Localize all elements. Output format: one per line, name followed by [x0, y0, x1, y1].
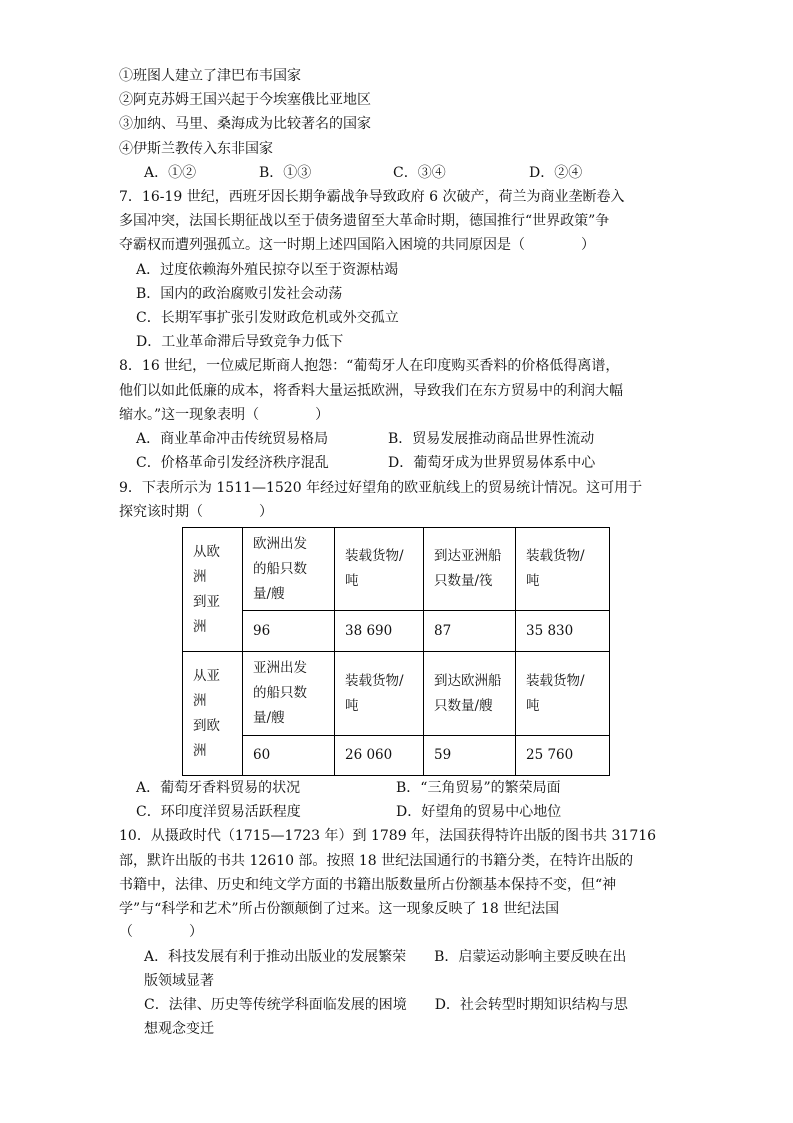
q8-stem-line-3: 缩水。”这一现象表明（ ）: [119, 407, 330, 423]
table-header-cell: 装载货物/ 吨: [335, 528, 424, 611]
q10-options-line-1[interactable]: A．科技发展有利于推动出版业的发展繁荣 B．启蒙运动影响主要反映在出: [144, 949, 627, 965]
table-row: [183, 736, 610, 776]
q6-option-c[interactable]: C．③④: [393, 165, 446, 181]
q9-option-a[interactable]: A．葡萄牙香料贸易的状况: [136, 780, 301, 796]
q10-options-line-2[interactable]: 版领域显著: [144, 973, 214, 989]
trade-statistics-table: [182, 527, 610, 776]
table-cell: 25 760: [516, 736, 610, 776]
q9-stem-line-1: 9．下表所示为 1511—1520 年经过好望角的欧亚航线上的贸易统计情况。这可用于: [119, 480, 643, 496]
q9-option-b[interactable]: B．“三角贸易”的繁荣局面: [396, 780, 561, 796]
q8-option-c[interactable]: C．价格革命引发经济秩序混乱: [136, 455, 329, 471]
q7-stem-line-2: 多国冲突，法国长期征战以至于债务遗留至大革命时期，德国推行“世界政策”争: [119, 213, 610, 229]
q10-stem-line-2: 部，默许出版的书共 12610 部。按照 18 世纪法国通行的书籍分类，在特许出版的: [119, 853, 634, 869]
group-label-asia-to-europe: 从亚洲 到欧洲: [183, 652, 243, 776]
q6-options: [144, 163, 582, 183]
table-header-cell: 亚洲出发 的船只数 量/艘: [243, 652, 335, 736]
table-header-cell: 装载货物/ 吨: [516, 652, 610, 736]
q8-option-a[interactable]: A．商业革命冲击传统贸易格局: [136, 431, 329, 447]
q7-option-a[interactable]: A．过度依赖海外殖民掠夺以至于资源枯竭: [136, 262, 399, 278]
q6-item-4: ④伊斯兰教传入东非国家: [119, 141, 273, 157]
table-header-cell: 到达亚洲船 只数量/筏: [424, 528, 516, 611]
q10-stem-line-5: （ ）: [119, 924, 203, 940]
q7-option-b[interactable]: B．国内的政治腐败引发社会动荡: [136, 286, 343, 302]
q9-stem-line-2: 探究该时期（ ）: [119, 504, 273, 520]
q7-option-d[interactable]: D．工业革命滞后导致竞争力低下: [136, 334, 344, 350]
q6-item-3: ③加纳、马里、桑海成为比较著名的国家: [119, 116, 371, 132]
table-cell: 59: [424, 736, 516, 776]
table-cell: 96: [243, 611, 335, 652]
q6-option-a[interactable]: A．①②: [144, 165, 197, 181]
q6-item-2: ②阿克苏姆王国兴起于今埃塞俄比亚地区: [119, 92, 371, 108]
q10-stem-line-4: 学”与“科学和艺术”所占份额颠倒了过来。这一现象反映了 18 世纪法国: [119, 901, 560, 917]
table-row: [183, 611, 610, 652]
q8-options-row-2: [136, 453, 595, 473]
q10-stem-line-1: 10．从摄政时代（1715—1723 年）到 1789 年，法国获得特许出版的图书共 31716: [119, 828, 657, 844]
q9-option-c[interactable]: C．环印度洋贸易活跃程度: [136, 804, 301, 820]
q8-options-row-1: [136, 429, 594, 449]
q8-stem-line-2: 他们以如此低廉的成本，将香料大量运抵欧洲，导致我们在东方贸易中的利润大幅: [119, 383, 623, 399]
q9-option-d[interactable]: D．好望角的贸易中心地位: [396, 804, 562, 820]
q6-option-d[interactable]: D．②④: [529, 165, 583, 181]
q6-option-b[interactable]: B．①③: [259, 165, 312, 181]
q8-option-b[interactable]: B．贸易发展推动商品世界性流动: [388, 431, 595, 447]
q7-stem-line-1: 7．16-19 世纪，西班牙因长期争霸战争导致政府 6 次破产，荷兰为商业垄断卷入: [119, 189, 625, 205]
table-cell: 87: [424, 611, 516, 652]
q9-options-row-2: [136, 802, 561, 822]
q10-options-line-3[interactable]: C．法律、历史等传统学科面临发展的困境 D．社会转型时期知识结构与思: [144, 997, 628, 1013]
table-header-cell: 装载货物/ 吨: [335, 652, 424, 736]
table-row: [183, 652, 610, 736]
q7-stem-line-3: 夺霸权而遭列强孤立。这一时期上述四国陷入困境的共同原因是（ ）: [119, 237, 595, 253]
table-header-cell: 到达欧洲船 只数量/艘: [424, 652, 516, 736]
q8-stem-line-1: 8．16 世纪，一位威尼斯商人抱怨：“葡萄牙人在印度购买香料的价格低得离谱，: [119, 358, 620, 374]
q7-option-c[interactable]: C．长期军事扩张引发财政危机或外交孤立: [136, 310, 399, 326]
table-cell: 60: [243, 736, 335, 776]
table-header-cell: 装载货物/ 吨: [516, 528, 610, 611]
table-cell: 26 060: [335, 736, 424, 776]
q8-option-d[interactable]: D．葡萄牙成为世界贸易体系中心: [388, 455, 596, 471]
table-cell: 35 830: [516, 611, 610, 652]
group-label-europe-to-asia: 从欧洲 到亚洲: [183, 528, 243, 652]
table-cell: 38 690: [335, 611, 424, 652]
table-row: [183, 528, 610, 611]
q10-options-line-4[interactable]: 想观念变迁: [144, 1021, 214, 1037]
q9-options-row-1: [136, 778, 561, 798]
table-header-cell: 欧洲出发 的船只数 量/艘: [243, 528, 335, 611]
q6-item-1: ①班图人建立了津巴布韦国家: [119, 68, 301, 84]
q10-stem-line-3: 书籍中，法律、历史和纯文学方面的书籍出版数量所占份额基本保持不变，但“神: [119, 877, 617, 893]
